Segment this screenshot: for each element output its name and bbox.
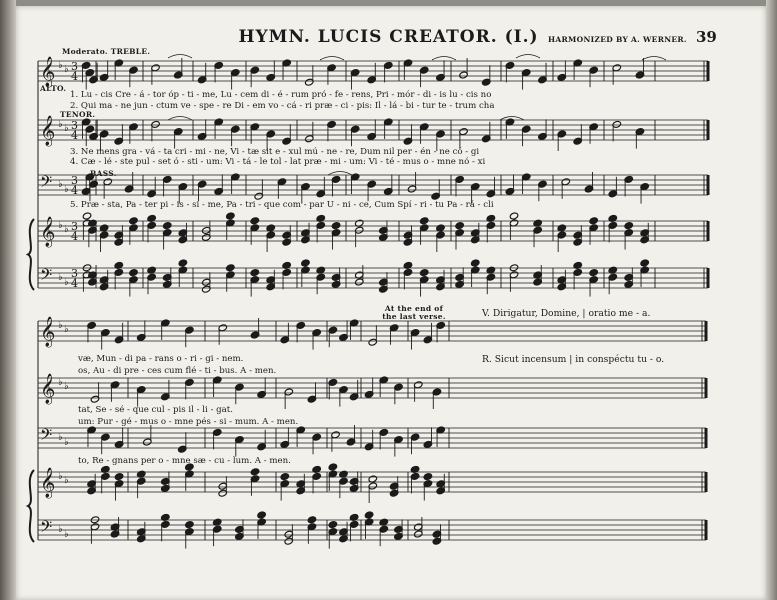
chord-note [250, 269, 259, 277]
chord-note [640, 259, 649, 267]
key-flat: ♭ [64, 324, 69, 335]
alto-label: ALTO. [40, 84, 67, 93]
tempo-marking: Moderato. TREBLE. [62, 47, 151, 56]
key-flat: ♭ [64, 529, 69, 540]
slur [168, 55, 192, 59]
chord-note [82, 212, 91, 220]
key-flat: ♭ [58, 524, 63, 535]
chord-note [307, 516, 316, 524]
lyric-end-1: væ, Mun - di pa - rans o - ri - gi - nem. [78, 354, 244, 364]
key-flat: ♭ [58, 432, 63, 443]
slur [320, 57, 344, 61]
bass-clef: 𝄢 [40, 266, 53, 288]
time-signature-top: 3 [71, 267, 78, 280]
lyric-verse-2: 2. Qui ma - ne jun - ctum ve - spe - re Di - em vo - cá - ri præ - ci - pis: Il - lá - bi - tur te - trum cha [70, 101, 495, 111]
harmonizer-credit: HARMONIZED BY A. WERNER. [548, 35, 687, 44]
chord-note [226, 212, 235, 220]
chord-note [178, 259, 187, 267]
chord-note [226, 264, 235, 272]
page-number: 39 [696, 28, 717, 46]
hymn-title: HYMN. LUCIS CREATOR. (I.) [238, 27, 539, 47]
chord-note [301, 259, 310, 267]
bass-clef: 𝄢 [40, 518, 53, 540]
lyric-verse-4: 4. Cæ - lé - ste pul - set ó - sti - um: Vi - tá - le tol - lat præ - mi - um: Vi - té - mus o - mne nó - xi [70, 157, 486, 167]
versicle-text: V. Dirigatur, Domine, | oratio me - a. [482, 308, 651, 319]
time-signature-top: 3 [71, 119, 78, 132]
key-flat: ♭ [58, 179, 63, 190]
key-flat: ♭ [58, 377, 63, 388]
slur [642, 57, 666, 61]
bass-clef: 𝄢 [40, 173, 53, 195]
chord-note [129, 217, 138, 225]
chord-note [163, 222, 172, 230]
slur [432, 57, 456, 61]
key-flat: ♭ [64, 64, 69, 75]
chord-note [250, 468, 259, 476]
chord-note [423, 473, 432, 481]
last-verse-rubric: At the end of the last verse. [382, 304, 446, 321]
time-signature-top: 3 [71, 174, 78, 187]
time-signature-bottom: 4 [71, 129, 78, 142]
lyric-end-4: um: Pur - gé - mus o - mne pés - si - mum. A - men. [78, 417, 299, 427]
treble-clef: 𝄞 [40, 374, 56, 404]
key-flat: ♭ [64, 224, 69, 235]
chord-note [328, 463, 337, 471]
treble-clef: 𝄞 [40, 57, 56, 87]
chord-note [419, 217, 428, 225]
treble-clef: 𝄞 [40, 116, 56, 146]
slur [168, 117, 192, 121]
chord-note [509, 212, 518, 220]
time-signature-bottom: 4 [71, 277, 78, 290]
lyric-end-2: os, Au - di pre - ces cum flé - ti - bus. A - men. [78, 366, 277, 376]
chord-note [185, 521, 194, 529]
key-flat: ♭ [58, 119, 63, 130]
key-flat: ♭ [58, 471, 63, 482]
chord-note [250, 217, 259, 225]
key-flat: ♭ [58, 60, 63, 71]
key-flat: ♭ [64, 475, 69, 486]
chord-note [419, 269, 428, 277]
chord-note [589, 269, 598, 277]
lyric-end-5: to, Re - gnans per o - mne sæ - cu - lum. A - men. [78, 456, 291, 466]
treble-clef: 𝄞 [40, 317, 56, 347]
time-signature-top: 3 [71, 220, 78, 233]
piano-brace [28, 219, 34, 290]
chord-note [471, 259, 480, 267]
key-flat: ♭ [58, 272, 63, 283]
key-flat: ♭ [58, 220, 63, 231]
chord-note [328, 521, 337, 529]
tenor-label: TENOR. [60, 110, 96, 119]
time-signature-bottom: 4 [71, 70, 78, 83]
chord-note [455, 222, 464, 230]
lyric-verse-5: 5. Præ - sta, Pa - ter pi - is - si - me, Pa - tri - que com - par U - ni - ce, Cum Spí - ri - tu Pa - rá - cli [70, 200, 494, 210]
bass-clef: 𝄢 [40, 426, 53, 448]
bass-label: BASS. [90, 169, 117, 178]
slur [328, 172, 352, 176]
chord-note [129, 269, 138, 277]
time-signature-bottom: 4 [71, 184, 78, 197]
chord-note [257, 511, 266, 519]
chord-note [331, 222, 340, 230]
lyric-end-3: tat, Se - sé - que cul - pis il - li - gat. [78, 405, 233, 415]
chord-note [114, 473, 123, 481]
chord-note [280, 473, 289, 481]
lyric-verse-1: 1. Lu - cis Cre - á - tor óp - ti - me, Lu - cem di - é - rum pró - fe - rens, Pri - mór - di - is lu - cis no [70, 90, 492, 100]
response-text: R. Sicut incensum | in conspéctu tu - o. [482, 354, 665, 365]
slur [516, 55, 540, 59]
treble-clef: 𝄞 [40, 468, 56, 498]
key-flat: ♭ [64, 123, 69, 134]
chord-note [624, 222, 633, 230]
piano-brace [28, 470, 34, 542]
lyric-verse-3: 3. Ne mens gra - vá - ta cri - mi - ne, Vi - tæ sit e - xul mú - ne - re, Dum nil per - én - ne có - gi [70, 147, 480, 157]
key-flat: ♭ [64, 381, 69, 392]
key-flat: ♭ [58, 320, 63, 331]
key-flat: ♭ [64, 184, 69, 195]
time-signature-bottom: 4 [71, 230, 78, 243]
time-signature-top: 3 [71, 60, 78, 73]
chord-note [589, 217, 598, 225]
treble-clef: 𝄞 [40, 217, 56, 247]
chord-note [364, 511, 373, 519]
key-flat: ♭ [64, 437, 69, 448]
key-flat: ♭ [64, 277, 69, 288]
